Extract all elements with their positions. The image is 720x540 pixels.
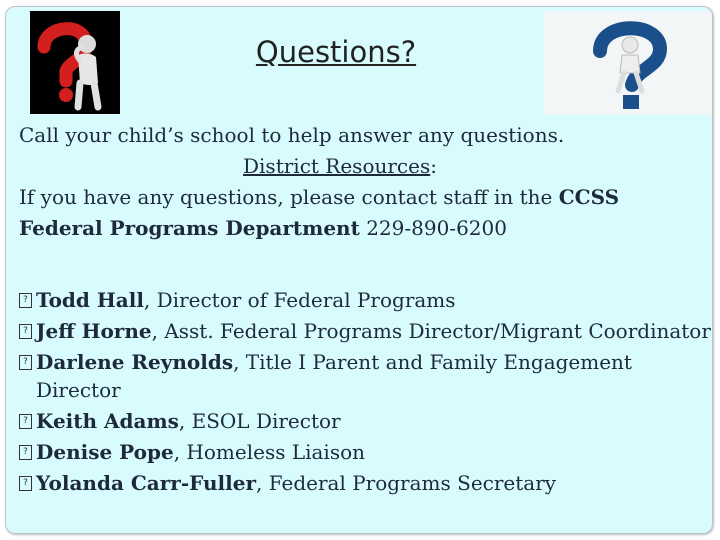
- contact-org-ccss: CCSS: [558, 185, 620, 209]
- list-item: [19, 286, 711, 314]
- staff-role: , Federal Programs Secretary: [255, 471, 557, 495]
- staff-role: , ESOL Director: [178, 409, 341, 433]
- contact-intro: If you have any questions, please contact staff in the: [19, 185, 559, 209]
- staff-role: , Director of Federal Programs: [143, 288, 456, 312]
- page-title: Questions?: [255, 35, 417, 69]
- staff-name: Keith Adams: [36, 409, 179, 433]
- staff-name: Todd Hall: [36, 288, 144, 312]
- list-item: [19, 317, 711, 345]
- missing-glyph-bullet-icon: ?: [19, 324, 32, 339]
- list-item: [19, 407, 711, 435]
- missing-glyph-bullet-icon: ?: [19, 293, 32, 308]
- staff-name: Jeff Horne: [36, 319, 152, 343]
- missing-glyph-bullet-icon: ?: [19, 445, 32, 460]
- staff-role: , Title I Parent and Family Engagement Director: [36, 350, 632, 402]
- staff-role: , Asst. Federal Programs Director/Migrant Coordinator: [151, 319, 711, 343]
- missing-glyph-bullet-icon: ?: [19, 414, 32, 429]
- list-item: [19, 469, 711, 497]
- staff-role: , Homeless Liaison: [173, 440, 366, 464]
- district-resources-heading: [19, 151, 709, 182]
- list-item: [19, 348, 711, 404]
- staff-name: Denise Pope: [36, 440, 174, 464]
- staff-name: Yolanda Carr-Fuller: [36, 471, 256, 495]
- list-item: [19, 438, 711, 466]
- contact-department: Federal Programs Department: [19, 216, 360, 240]
- staff-name: Darlene Reynolds: [36, 350, 234, 374]
- intro-text: [19, 120, 709, 244]
- staff-list: [19, 286, 711, 500]
- slide: [5, 6, 713, 534]
- contact-line-1: [19, 182, 709, 213]
- call-school-line: Call your child’s school to help answer any questions.: [19, 123, 565, 147]
- contact-line-2: [19, 213, 709, 244]
- missing-glyph-bullet-icon: ?: [19, 476, 32, 491]
- district-resources-colon: :: [430, 154, 437, 178]
- district-resources-label: District Resources: [243, 154, 431, 178]
- contact-phone: 229-890-6200: [359, 216, 507, 240]
- missing-glyph-bullet-icon: ?: [19, 355, 32, 370]
